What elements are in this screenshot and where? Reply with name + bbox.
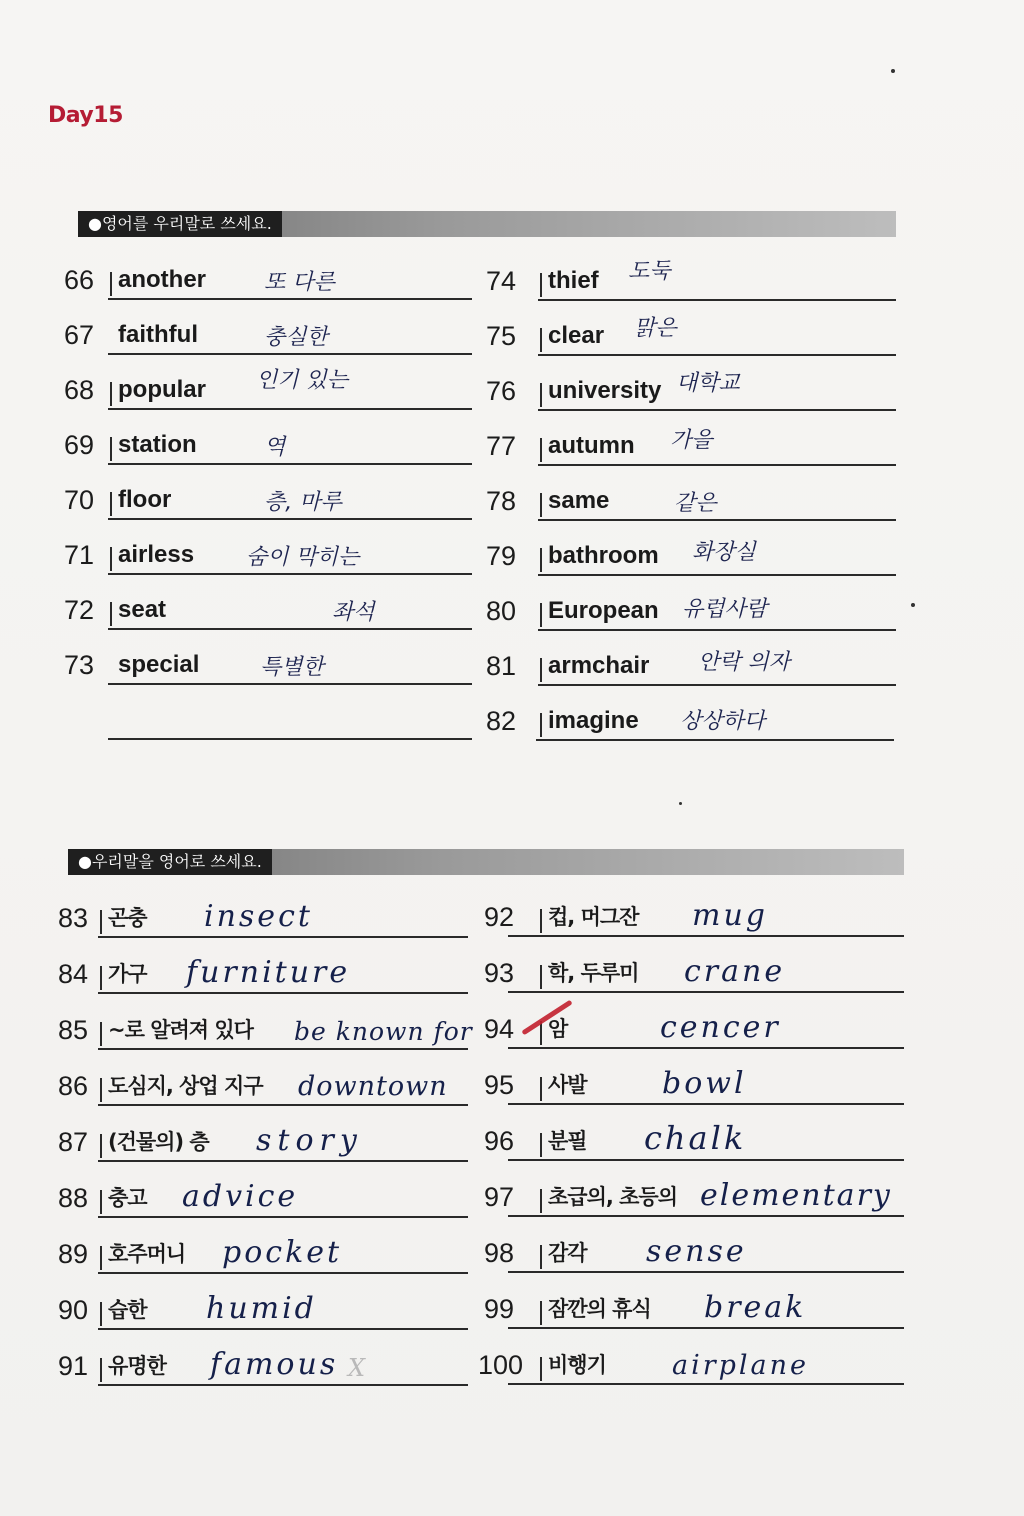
row-tick: [110, 272, 112, 296]
item-word: ~로 알려져 있다: [108, 1018, 253, 1042]
answer-line: [108, 738, 472, 740]
list-item: [58, 882, 472, 938]
list-item: [486, 576, 898, 631]
handwritten-answer: 맑은: [634, 316, 677, 341]
handwritten-answer: mug: [692, 898, 768, 933]
row-tick: [540, 493, 542, 517]
handwritten-answer: downtown: [298, 1071, 448, 1102]
list-item: [64, 245, 474, 300]
handwritten-answer: 유럽사람: [682, 597, 768, 622]
handwritten-answer: 도둑: [628, 259, 671, 284]
item-number: 83: [58, 903, 89, 933]
row-tick: [100, 1134, 102, 1158]
item-number: 73: [64, 650, 95, 680]
section1-right-column: [486, 246, 898, 741]
list-item: [478, 1049, 906, 1105]
list-item: [64, 355, 474, 410]
row-tick: [100, 1302, 102, 1326]
row-tick: [540, 1301, 542, 1325]
answer-line: [536, 739, 894, 741]
item-word: seat: [118, 596, 167, 623]
handwritten-answer: 화장실: [692, 540, 756, 565]
section2-header-label: ●우리말을 영어로 쓰세요.: [68, 849, 272, 875]
handwritten-answer: 숨이 막히는: [246, 545, 360, 570]
row-tick: [110, 437, 112, 461]
item-word: 호주머니: [108, 1242, 186, 1266]
handwritten-answer: be known for: [294, 1017, 473, 1046]
handwritten-answer: insect: [204, 899, 313, 934]
handwritten-answer: cencer: [660, 1010, 781, 1045]
handwritten-answer: 대학교: [676, 371, 740, 396]
handwritten-answer: famous: [210, 1347, 339, 1382]
item-number: 92: [484, 902, 515, 932]
list-item: [478, 881, 906, 937]
row-tick: [110, 547, 112, 571]
item-word: 컵, 머그잔: [548, 905, 639, 929]
list-item: [478, 1217, 906, 1273]
section2-header-bar: [68, 849, 904, 875]
item-number: 78: [486, 486, 517, 516]
row-tick: [540, 713, 542, 737]
item-number: 98: [484, 1238, 515, 1268]
list-item: [486, 411, 898, 466]
item-word: university: [548, 377, 662, 404]
item-number: 68: [64, 375, 95, 405]
list-item: [478, 1105, 906, 1161]
x-mark: X: [348, 1354, 369, 1382]
item-word: thief: [548, 267, 599, 294]
list-item: [486, 301, 898, 356]
handwritten-answer: 충실한: [264, 325, 328, 350]
item-word: 암: [548, 1017, 568, 1041]
item-number: 82: [486, 706, 517, 736]
handwritten-answer: sense: [646, 1234, 747, 1269]
list-item: [58, 1218, 472, 1274]
row-tick: [100, 1190, 102, 1214]
item-number: 99: [484, 1294, 515, 1324]
item-word: European: [548, 597, 659, 624]
row-tick: [110, 382, 112, 406]
answer-line: [98, 1384, 468, 1386]
item-number: 89: [58, 1239, 89, 1269]
item-word: special: [118, 651, 200, 678]
list-item: [486, 521, 898, 576]
list-item: [64, 575, 474, 630]
handwritten-answer: 또 다른: [264, 270, 335, 295]
row-tick: [540, 1245, 542, 1269]
day-title: Day15: [48, 103, 123, 128]
row-tick: [540, 965, 542, 989]
list-item: [478, 1273, 906, 1329]
item-number: 97: [484, 1182, 515, 1212]
row-tick: [540, 1357, 542, 1381]
row-tick: [540, 1077, 542, 1101]
item-number: 70: [64, 485, 95, 515]
list-item: [478, 1329, 906, 1385]
item-word: 도심지, 상업 지구: [108, 1074, 263, 1098]
row-tick: [100, 910, 102, 934]
item-word: 학, 두루미: [548, 961, 639, 985]
handwritten-answer: advice: [182, 1179, 299, 1214]
handwritten-answer: 층, 마루: [264, 490, 342, 515]
item-number: 72: [64, 595, 95, 625]
item-number: 67: [64, 320, 95, 350]
item-word: armchair: [548, 652, 650, 679]
handwritten-answer: airplane: [672, 1350, 810, 1381]
row-tick: [110, 602, 112, 626]
item-word: another: [118, 266, 207, 293]
item-number: 76: [486, 376, 517, 406]
item-number: 94: [484, 1014, 515, 1044]
item-number: 100: [478, 1350, 524, 1380]
item-word: faithful: [118, 321, 198, 348]
item-number: 66: [64, 265, 95, 295]
list-item: [478, 1161, 906, 1217]
row-tick: [540, 548, 542, 572]
list-item: [58, 1050, 472, 1106]
item-word: station: [118, 431, 197, 458]
item-word: clear: [548, 322, 605, 349]
row-tick: [100, 966, 102, 990]
handwritten-answer: 같은: [674, 491, 717, 516]
list-item: [58, 938, 472, 994]
handwritten-answer: 인기 있는: [256, 368, 349, 393]
handwritten-answer: bowl: [662, 1066, 747, 1101]
section1-left-column: [64, 245, 474, 740]
row-tick: [100, 1246, 102, 1270]
list-item: [58, 1162, 472, 1218]
handwritten-answer: chalk: [644, 1119, 747, 1157]
item-number: 90: [58, 1295, 89, 1325]
list-item: [64, 630, 474, 685]
item-word: 초급의, 초등의: [548, 1185, 678, 1209]
item-word: 가구: [108, 962, 147, 986]
item-word: bathroom: [548, 542, 659, 569]
section1-header-bar: [78, 211, 896, 237]
handwritten-answer: 특별한: [260, 655, 324, 680]
section2-right-column: [478, 881, 906, 1385]
item-word: 유명한: [108, 1354, 166, 1378]
item-word: 충고: [108, 1186, 147, 1210]
item-number: 84: [58, 959, 89, 989]
handwritten-answer: crane: [684, 954, 786, 989]
handwritten-answer: 가을: [670, 428, 713, 453]
item-word: airless: [118, 541, 195, 568]
row-tick: [110, 492, 112, 516]
answer-line: [508, 1383, 904, 1385]
item-word: 비행기: [548, 1353, 606, 1377]
section2-left-column: [58, 882, 472, 1386]
item-word: floor: [118, 486, 172, 513]
ink-speck: [891, 69, 895, 73]
item-number: 71: [64, 540, 95, 570]
item-number: 87: [58, 1127, 89, 1157]
handwritten-answer: 상상하다: [680, 709, 766, 734]
row-tick: [540, 603, 542, 627]
item-word: 습한: [108, 1298, 147, 1322]
item-number: 74: [486, 266, 517, 296]
handwritten-answer: 역: [264, 435, 286, 460]
item-number: 96: [484, 1126, 515, 1156]
item-number: 79: [486, 541, 517, 571]
empty-row: [64, 685, 474, 740]
row-tick: [100, 1078, 102, 1102]
list-item: [486, 631, 898, 686]
handwritten-answer: story: [256, 1123, 363, 1158]
list-item: [478, 937, 906, 993]
item-word: autumn: [548, 432, 635, 459]
item-number: 80: [486, 596, 517, 626]
list-item: [478, 993, 906, 1049]
row-tick: [540, 438, 542, 462]
row-tick: [100, 1022, 102, 1046]
list-item: [58, 1274, 472, 1330]
list-item: [58, 994, 472, 1050]
item-word: 분필: [548, 1129, 587, 1153]
row-tick: [540, 909, 542, 933]
section1-header-label: ●영어를 우리말로 쓰세요.: [78, 211, 282, 237]
list-item: [486, 686, 898, 741]
row-tick: [540, 328, 542, 352]
item-number: 75: [486, 321, 517, 351]
list-item: [486, 246, 898, 301]
row-tick: [540, 1133, 542, 1157]
ink-speck: [911, 603, 915, 607]
handwritten-answer: humid: [206, 1291, 317, 1326]
item-word: 사발: [548, 1073, 587, 1097]
handwritten-answer: 좌석: [332, 600, 375, 625]
handwritten-answer: elementary: [700, 1178, 892, 1213]
list-item: [486, 356, 898, 411]
item-number: 69: [64, 430, 95, 460]
list-item: [64, 465, 474, 520]
item-number: 91: [58, 1351, 89, 1381]
item-word: same: [548, 487, 610, 514]
item-word: 곤충: [108, 906, 147, 930]
list-item: [58, 1330, 472, 1386]
item-word: popular: [118, 376, 206, 403]
item-number: 81: [486, 651, 517, 681]
list-item: [64, 520, 474, 575]
row-tick: [540, 273, 542, 297]
row-tick: [100, 1358, 102, 1382]
row-tick: [540, 1189, 542, 1213]
handwritten-answer: 안락 의자: [698, 650, 791, 675]
list-item: [58, 1106, 472, 1162]
list-item: [64, 410, 474, 465]
item-word: (건물의) 층: [108, 1130, 209, 1154]
handwritten-answer: furniture: [186, 955, 351, 990]
item-number: 88: [58, 1183, 89, 1213]
item-number: 93: [484, 958, 515, 988]
item-number: 77: [486, 431, 517, 461]
list-item: [486, 466, 898, 521]
ink-speck: [679, 802, 682, 805]
list-item: [64, 300, 474, 355]
handwritten-answer: pocket: [222, 1235, 343, 1270]
item-word: 감각: [548, 1241, 587, 1265]
item-number: 85: [58, 1015, 89, 1045]
item-number: 86: [58, 1071, 89, 1101]
item-number: 95: [484, 1070, 515, 1100]
handwritten-answer: break: [704, 1290, 807, 1325]
row-tick: [540, 658, 542, 682]
item-word: imagine: [548, 707, 639, 734]
item-word: 잠깐의 휴식: [548, 1297, 651, 1321]
row-tick: [540, 383, 542, 407]
